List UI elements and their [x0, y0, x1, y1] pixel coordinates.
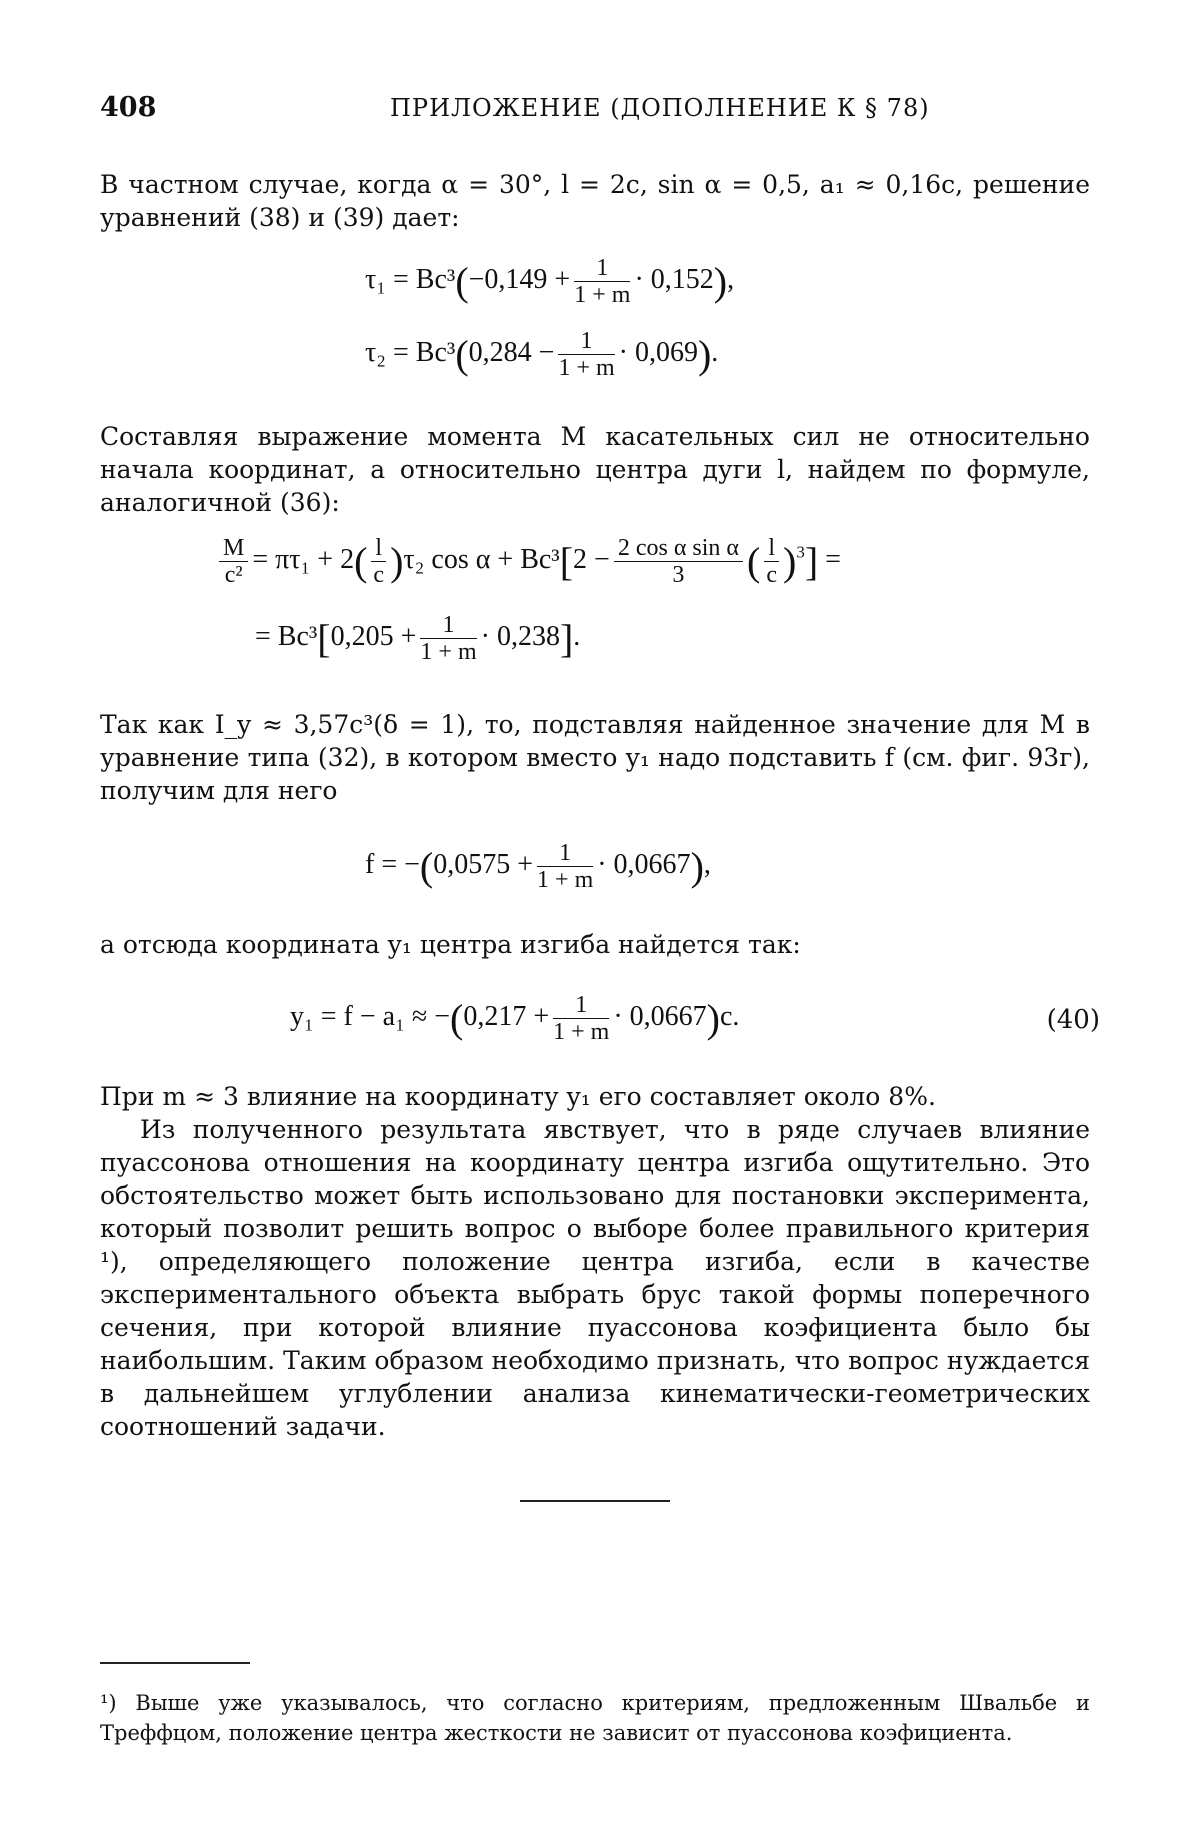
- tau1-coef: · 0,152: [634, 263, 714, 295]
- tau2-coef: · 0,069: [618, 336, 698, 368]
- paragraph-moment: Составляя выражение момента M касательных сил не относительно начала координат, а относительно центра дуги l, найдем по формуле, аналогичной (36):: [100, 422, 1090, 517]
- footnote: ¹) Выше уже указывалось, что согласно критериям, предложенным Швальбе и Треффцом, положение центра жесткости не зависит от пуассонова коэфициента.: [100, 1691, 1090, 1745]
- page-header: [100, 92, 1090, 132]
- tau1-term: −0,149 +: [468, 263, 571, 295]
- moment-term1: = πτ₁ + 2: [252, 543, 355, 575]
- moment-line2-lhs: = Bc³: [255, 620, 318, 652]
- eq40-lhs: y₁ = f − a₁ ≈ −: [290, 1000, 451, 1032]
- tau2-term: 0,284 −: [468, 336, 555, 368]
- numerator: 1: [537, 840, 593, 867]
- paragraph-substitution: Так как I_y ≈ 3,57c³(δ = 1), то, подставляя найденное значение для M в уравнение типа (32), в котором вместо y₁ надо подставить f (см. фиг. 93г), получим для него: [100, 710, 1090, 805]
- numerator: 1: [574, 255, 630, 282]
- tau1-lhs: τ₁ = Bc³: [365, 263, 456, 295]
- denominator: c: [373, 562, 385, 588]
- fraction: [553, 992, 609, 1045]
- fraction: [420, 612, 476, 665]
- fraction: [537, 840, 593, 893]
- paragraph-influence: При m ≈ 3 влияние на координату y₁ его составляет около 8%.: [100, 1082, 936, 1111]
- numerator: 2 cos α sin α: [614, 535, 743, 562]
- numerator: M: [219, 535, 248, 562]
- fraction-M-over-c2: [219, 535, 248, 588]
- equation-f: f = −(0,0575 + $\frac{1}{1 + m}$ · 0,0667),: [365, 840, 711, 893]
- eq40-coef: · 0,0667: [613, 1000, 707, 1032]
- f-coef: · 0,0667: [597, 848, 691, 880]
- equation-moment-line2: = Bc³[0,205 + $\frac{1}{1 + m}$ · 0,238].: [255, 612, 581, 665]
- footnote-rule: [100, 1662, 250, 1664]
- fraction-cos-sin: [614, 535, 743, 588]
- equation-moment-line1: $\frac{M}{\text{c²}}$ = πτ₁ + 2( $\frac{l}{c}$ )τ₂ cos α + Bc³[2 − $\frac{\text{2 cos α sin α}}{3}$ ( $\frac{l}{c}$ )$^3$] =: [215, 535, 841, 588]
- equation-tau1: τ₁ = Bc³(−0,149 + $\frac{1}{1 + m}$ · 0,152),: [365, 255, 735, 308]
- tau2-lhs: τ₂ = Bc³: [365, 336, 456, 368]
- fraction-l-over-c: [371, 535, 386, 588]
- eq40-term: 0,217 +: [463, 1000, 550, 1032]
- denominator: c²: [224, 562, 243, 588]
- eq40-tail: c.: [720, 1000, 740, 1032]
- numerator: 1: [420, 612, 476, 639]
- denominator: 1 + m: [420, 639, 477, 665]
- fraction: [558, 328, 614, 381]
- denominator: c: [766, 562, 777, 588]
- moment-term2: τ₂ cos α + Bc³: [403, 543, 560, 575]
- page-number: 408: [100, 92, 157, 123]
- moment-line2-term: 0,205 +: [330, 620, 417, 652]
- numerator: l: [371, 535, 386, 562]
- section-divider: [520, 1500, 670, 1502]
- moment-line2-coef: · 0,238: [480, 620, 560, 652]
- numerator: 1: [558, 328, 614, 355]
- numerator: l: [764, 535, 779, 562]
- f-lhs: f = −: [365, 848, 420, 880]
- paragraph-conclusion: Из полученного результата явствует, что в ряде случаев влияние пуассонова отношения на координату центра изгиба ощутительно. Это обстоятельство может быть использовано для постановки эксперимента, который позволит решить вопрос о выборе более правильного критерия ¹), определяющего положение центра изгиба, если в качестве экспериментального объекта выбрать брус такой формы поперечного сечения, при которой влияние пуассонова коэфициента было бы наибольшим. Таким образом необходимо признать, что вопрос нуждается в дальнейшем углублении анализа кинематически-геометрических соотношений задачи.: [100, 1115, 1090, 1441]
- running-title: ПРИЛОЖЕНИЕ (ДОПОЛНЕНИЕ К § 78): [390, 94, 930, 122]
- numerator: 1: [553, 992, 609, 1019]
- denominator: 1 + m: [574, 282, 631, 308]
- moment-term3: 2 −: [573, 543, 610, 575]
- denominator: 3: [672, 562, 685, 588]
- denominator: 1 + m: [537, 867, 594, 893]
- equation-tau2: τ₂ = Bc³(0,284 − $\frac{1}{1 + m}$ · 0,069).: [365, 328, 719, 381]
- fraction: [574, 255, 630, 308]
- equation-40: y₁ = f − a₁ ≈ −(0,217 + $\frac{1}{1 + m}$ · 0,0667)c.: [290, 992, 740, 1045]
- paragraph-intro: В частном случае, когда α = 30°, l = 2c, sin α = 0,5, a₁ ≈ 0,16c, решение уравнений (38) и (39) дает:: [100, 170, 1090, 232]
- denominator: 1 + m: [553, 1019, 610, 1045]
- equation-number: (40): [1046, 1005, 1100, 1035]
- fraction-l-over-c: [764, 535, 779, 588]
- f-term: 0,0575 +: [433, 848, 534, 880]
- denominator: 1 + m: [558, 355, 615, 381]
- paragraph-coordinate: а отсюда координата y₁ центра изгиба найдется так:: [100, 930, 801, 959]
